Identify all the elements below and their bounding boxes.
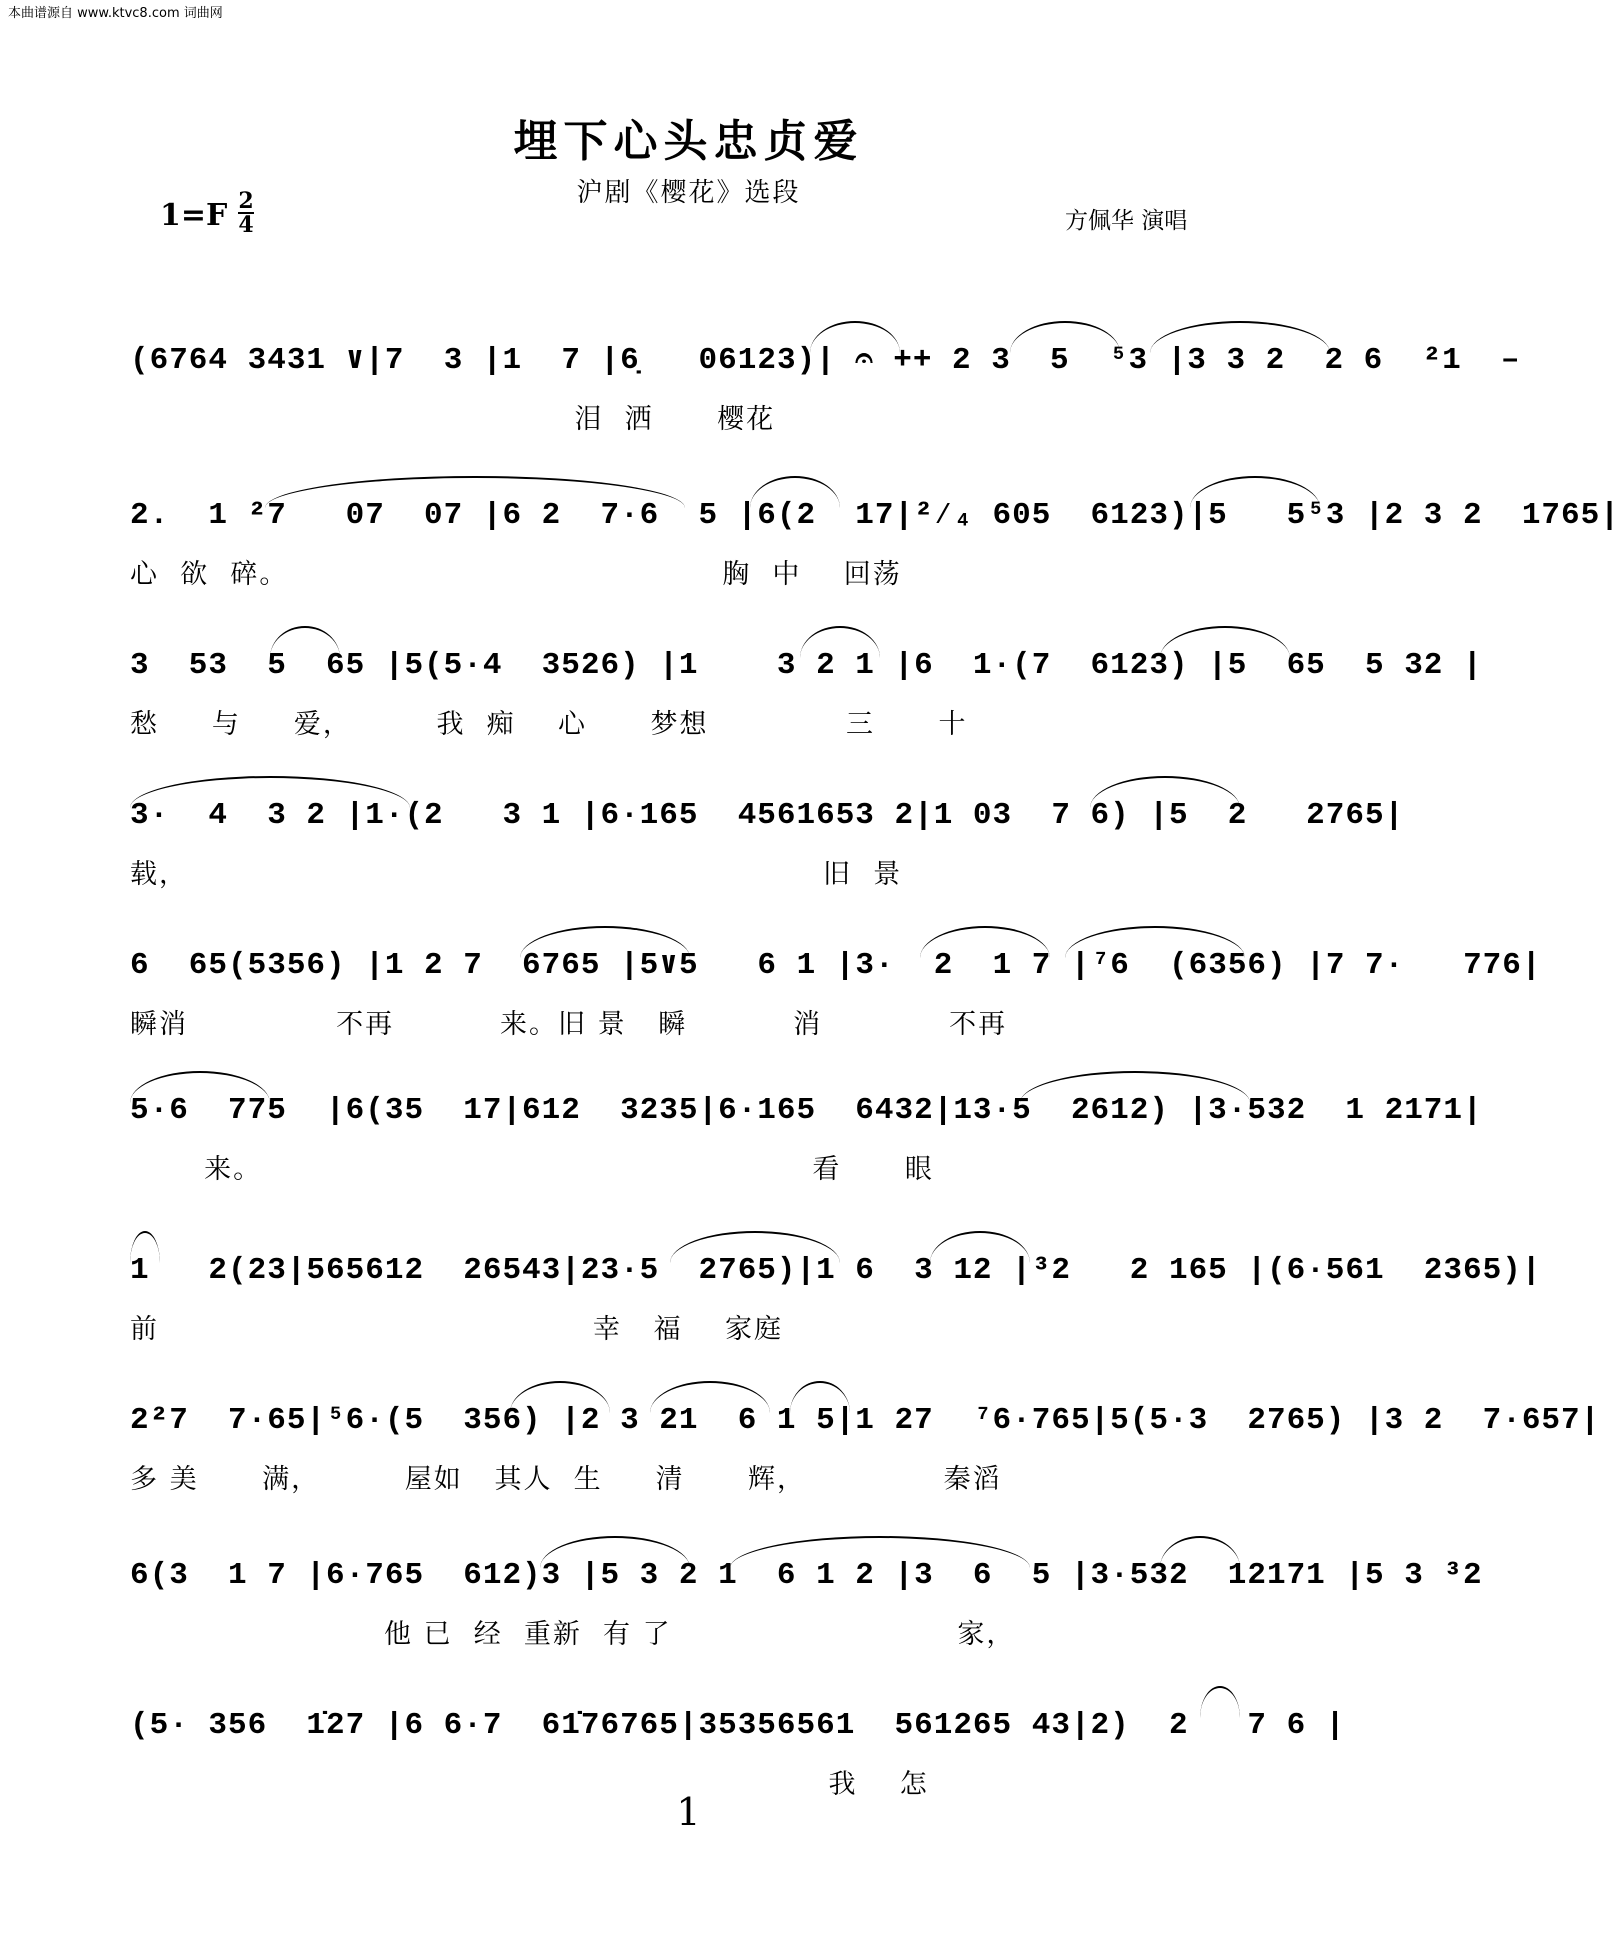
slur-mark: [1090, 776, 1240, 808]
slur-mark: [650, 1381, 770, 1413]
song-title: 埋下心头忠贞爱: [513, 116, 864, 167]
key-signature: 1=F: [160, 198, 228, 233]
notation-line: 1 2(23|565612 26543|23·5 2765)|1 6 3 12 |³2 2 165 |(6·561 2365)|: [130, 1245, 1248, 1297]
slur-mark: [1190, 476, 1320, 508]
score-system: [130, 490, 1620, 590]
slur-mark: [265, 476, 685, 508]
notation-line: (6764 3431 ∨|7 3 |1 7 |6̣ 06123)| 𝄐 ++ 2 3 5 ⁵3 |3 3 2 2 6 ²1 –: [130, 335, 1248, 387]
notation-line: 6(3 1 7 |6·765 612)3 |5 3 2 1 6 1 2 |3 6 5 |3·532 12171 |5 3 ³2: [130, 1550, 1248, 1602]
notation-line: 2²7 7·65|⁵6·(5 356) |2 3 21 6 1 5|1 27 ⁷6·765|5(5·3 2765) |3 2 7·657|: [130, 1395, 1248, 1447]
notation-line: 3 53 5 65 |5(5·4 3526) |1 3 2 1 |6 1·(7 6123) |5 65 5 32 |: [130, 640, 1248, 692]
lyrics-line: 来。 看 眼: [130, 1154, 934, 1185]
score-system: [130, 1550, 1503, 1650]
time-signature-bottom: 4: [238, 212, 254, 238]
lyrics-line: 愁 与 爱， 我 痴 心 梦想 三 十: [130, 709, 968, 740]
slur-mark: [1065, 926, 1245, 958]
notation-line: 5·6 775 |6(35 17|612 3235|6·165 6432|13·5 2612) |3·532 1 2171|: [130, 1085, 1248, 1137]
notation-line: 2. 1 ²7 07 07 |6 2 7·6 5 |6(2 17|²⁄₄ 605 6123)|5 5⁵3 |2 3 2 1765|: [130, 490, 1248, 542]
slur-mark: [130, 1071, 270, 1103]
lyrics-line: 我 怎: [130, 1769, 929, 1800]
slur-mark: [130, 1231, 160, 1263]
slur-mark: [1150, 321, 1330, 353]
score-system: [130, 790, 1405, 890]
slur-mark: [800, 626, 880, 658]
score-system: [130, 1700, 1346, 1800]
score-system: [130, 1085, 1483, 1185]
song-subtitle: 沪剧《樱花》选段: [576, 178, 801, 208]
lyrics-line: 前 幸 福 家庭: [130, 1314, 783, 1345]
notation-line: 3· 4 3 2 |1·(2 3 1 |6·165 4561653 2|1 03 7 6) |5 2 2765|: [130, 790, 1248, 842]
slur-mark: [730, 1536, 1030, 1568]
performer-credit: 方佩华 演唱: [1065, 208, 1188, 234]
notation-line: (5· 356 1̇27 |6 6·7 61̇76765|35356561 561265 43|2) 2 7 6 |: [130, 1700, 1248, 1752]
time-signature: [238, 190, 254, 236]
score-system: [130, 1245, 1542, 1345]
lyrics-line: 心 欲 碎。 胸 中 回荡: [130, 559, 902, 590]
slur-mark: [540, 1536, 690, 1568]
lyrics-line: 他 已 经 重新 有 了 家，: [130, 1619, 1016, 1650]
slur-mark: [670, 1231, 840, 1263]
score-system: [130, 1395, 1601, 1495]
notation-line: 6 65(5356) |1 2 7 6765 |5∨5 6 1 |3· 2 1 7 |⁷6 (6356) |7 7· 776|: [130, 940, 1248, 992]
score-system: [130, 940, 1542, 1040]
slur-mark: [1020, 1071, 1250, 1103]
score-system: [130, 640, 1483, 740]
lyrics-line: 瞬消 不再 来。旧 景 瞬 消 不再: [130, 1009, 1008, 1040]
slur-mark: [1160, 1536, 1240, 1568]
slur-mark: [270, 626, 340, 658]
slur-mark: [520, 926, 690, 958]
slur-mark: [1010, 321, 1120, 353]
slur-mark: [130, 776, 410, 808]
slur-mark: [1160, 626, 1290, 658]
lyrics-line: 载， 旧 景: [130, 859, 903, 890]
slur-mark: [930, 1231, 1030, 1263]
time-signature-top: 2: [238, 188, 254, 214]
slur-mark: [810, 321, 900, 353]
slur-mark: [510, 1381, 610, 1413]
lyrics-line: 多 美 满， 屋如 其人 生 清 辉， 秦滔: [130, 1464, 1002, 1495]
lyrics-line: 泪 洒 樱花: [130, 404, 776, 435]
watermark: 本曲谱源自 www.ktvc8.com 词曲网: [8, 6, 223, 21]
slur-mark: [920, 926, 1050, 958]
page-number: 1: [676, 1790, 701, 1834]
score-system: [130, 335, 1541, 435]
slur-mark: [750, 476, 840, 508]
slur-mark: [790, 1381, 850, 1413]
slur-mark: [1200, 1686, 1240, 1718]
